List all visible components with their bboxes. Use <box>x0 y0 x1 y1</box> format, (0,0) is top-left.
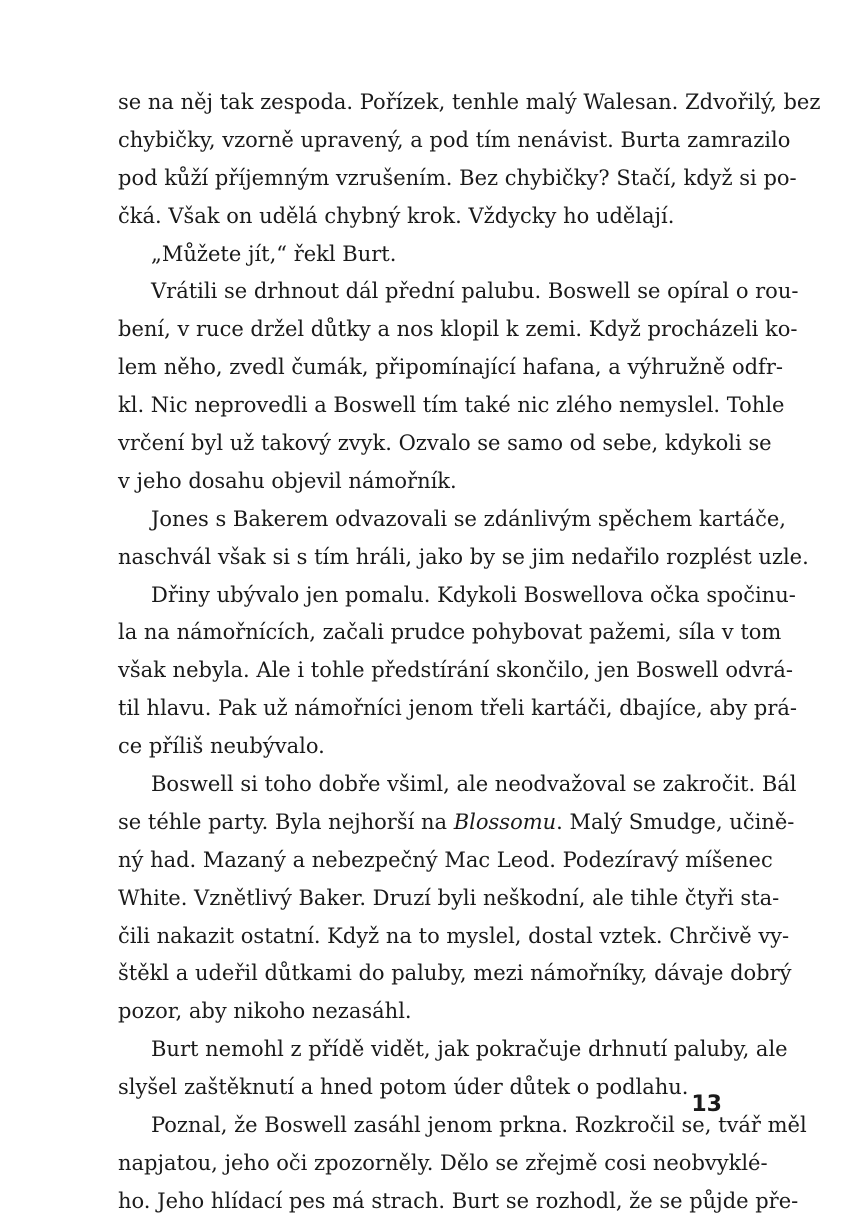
text-line <box>118 918 790 956</box>
line-text: la na námořnících, začali prudce pohybovat pažemi, síla v tom <box>118 620 782 645</box>
text-line <box>118 349 783 387</box>
text-line <box>118 1069 760 1107</box>
line-text: naschvál však si s tím hráli, jako by se jim nedařilo rozplést uzle. <box>118 544 809 569</box>
text-line <box>118 539 809 577</box>
text-line <box>118 387 785 425</box>
line-text: Vrátili se drhnout dál přední palubu. Boswell se opíral o rou- <box>151 279 799 304</box>
text-line <box>118 84 821 122</box>
text-line <box>118 1031 788 1069</box>
line-text: „Můžete jít,“ řekl Burt. <box>151 241 397 266</box>
text-line <box>118 122 791 160</box>
text-line <box>118 804 795 842</box>
line-text: Jones s Bakerem odvazovali se zdánlivým spěchem kartáče, <box>151 506 786 531</box>
line-text: čili nakazit ostatní. Když na to myslel, dostal vztek. Chrčivě vy- <box>118 923 790 948</box>
text-line <box>118 198 760 236</box>
line-text: se na něj tak zespoda. Pořízek, tenhle malý Walesan. Zdvořilý, bez <box>118 90 821 114</box>
line-text: čká. Však on udělá chybný krok. Vždycky ho udělají. <box>118 203 675 228</box>
text-line <box>118 766 797 804</box>
line-text-after: . Malý Smudge, učině- <box>556 809 795 834</box>
text-line <box>118 311 798 349</box>
text-line <box>118 425 772 463</box>
line-text: však nebyla. Ale i tohle předstírání skončilo, jen Boswell odvrá- <box>118 658 793 683</box>
text-line <box>118 273 799 311</box>
line-text: pod kůží příjemným vzrušením. Bez chybičky? Stačí, když si po- <box>118 165 797 190</box>
line-text: se téhle party. Byla nejhorší na <box>118 809 454 834</box>
line-text: Boswell si toho dobře všiml, ale neodvažoval se zakročit. Bál <box>151 772 797 797</box>
text-line <box>118 160 797 198</box>
line-text: kl. Nic neprovedli a Boswell tím také nic zlého nemyslel. Tohle <box>118 393 785 418</box>
line-text: ný had. Mazaný a nebezpečný Mac Leod. Podezíravý míšenec <box>118 847 773 872</box>
line-text: ho. Jeho hlídací pes má strach. Burt se rozhodl, že se půjde pře- <box>118 1188 799 1213</box>
line-text: napjatou, jeho oči zpozorněly. Dělo se zřejmě cosi neobvyklé- <box>118 1150 768 1175</box>
text-line <box>118 842 773 880</box>
text-line <box>118 955 792 993</box>
text-line <box>118 1107 807 1145</box>
body-text <box>118 84 821 1221</box>
text-line <box>118 690 798 728</box>
line-text: pozor, aby nikoho nezasáhl. <box>118 999 412 1024</box>
page-number: 13 <box>691 1092 722 1117</box>
text-line <box>118 577 796 615</box>
line-italic-text: Blossomu <box>453 809 557 834</box>
line-text: Dřiny ubývalo jen pomalu. Kdykoli Boswellova očka spočinu- <box>151 582 796 607</box>
text-line <box>118 463 760 501</box>
text-line <box>118 728 760 766</box>
text-line <box>118 652 793 690</box>
line-text: Burt nemohl z přídě vidět, jak pokračuje drhnutí paluby, ale <box>151 1037 788 1062</box>
text-line <box>118 1145 768 1183</box>
line-text: v jeho dosahu objevil námořník. <box>118 468 457 493</box>
line-text: bení, v ruce držel důtky a nos klopil k zemi. Když procházeli ko- <box>118 317 798 342</box>
line-text: chybičky, vzorně upravený, a pod tím nenávist. Burta zamrazilo <box>118 127 791 152</box>
line-text: ce příliš neubývalo. <box>118 734 325 759</box>
text-line <box>118 993 760 1031</box>
line-text: lem něho, zvedl čumák, připomínající hafana, a výhružně odfr- <box>118 355 783 380</box>
text-line <box>118 236 760 274</box>
text-line <box>118 614 782 652</box>
line-text: štěkl a udeřil důtkami do paluby, mezi námořníky, dávaje dobrý <box>118 961 792 986</box>
line-text: Poznal, že Boswell zasáhl jenom prkna. Rozkročil se, tvář měl <box>151 1113 807 1138</box>
line-text: vrčení byl už takový zvyk. Ozvalo se samo od sebe, kdykoli se <box>118 431 772 456</box>
line-text: White. Vznětlivý Baker. Druzí byli neškodní, ale tihle čtyři sta- <box>118 885 780 910</box>
line-text: til hlavu. Pak už námořníci jenom třeli kartáči, dbajíce, aby prá- <box>118 696 798 721</box>
text-line <box>118 501 786 539</box>
text-line <box>118 1183 799 1221</box>
text-line <box>118 880 780 918</box>
line-text: slyšel zaštěknutí a hned potom úder důtek o podlahu. <box>118 1075 689 1100</box>
